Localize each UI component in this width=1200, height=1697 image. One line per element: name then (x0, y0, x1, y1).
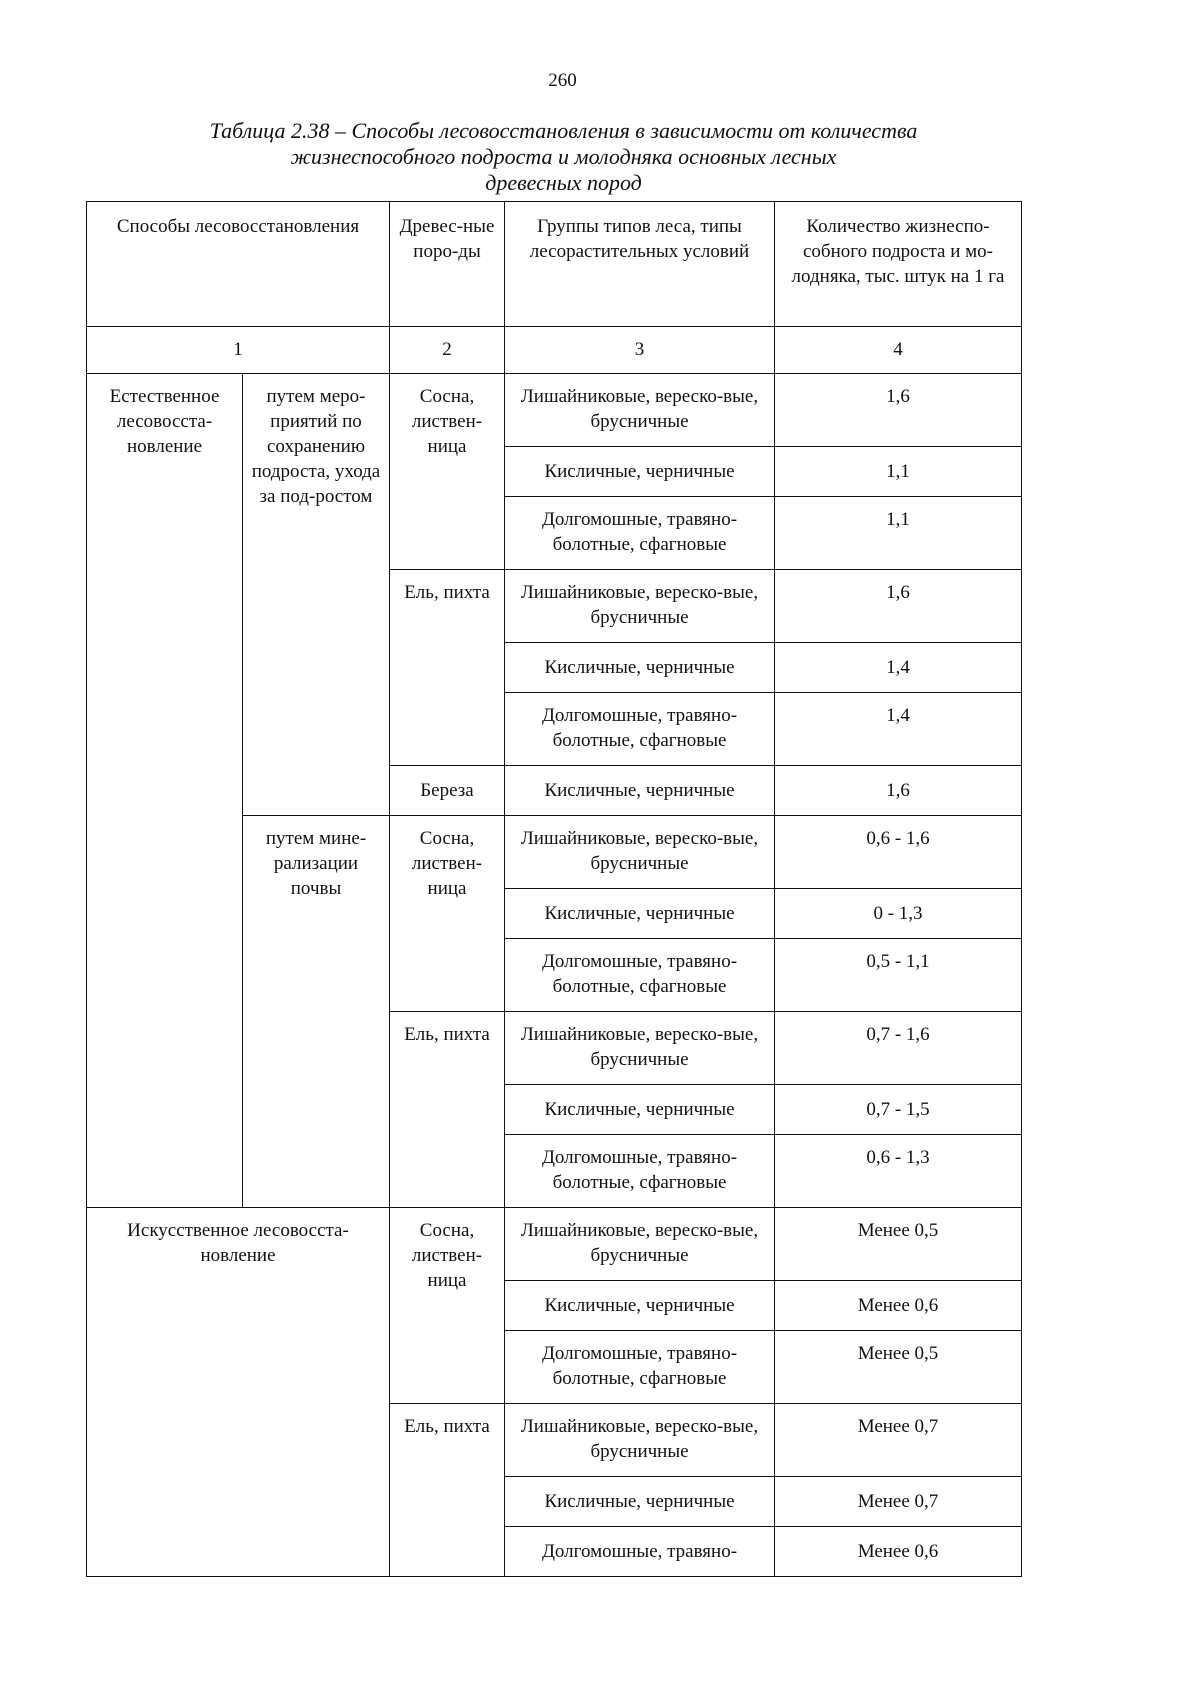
forest-type-cell: Кисличные, черничные (505, 1281, 775, 1331)
quantity-cell: 0,6 - 1,3 (775, 1135, 1022, 1208)
quantity-cell: 1,1 (775, 447, 1022, 497)
method-natural: Естественное лесовосста-новление (87, 374, 243, 1208)
caption-line-2: жизнеспособного подроста и молодняка основных лесных (290, 144, 837, 169)
forest-type-cell: Долгомошные, травяно-болотные, сфагновые (505, 497, 775, 570)
forest-type-cell: Кисличные, черничные (505, 643, 775, 693)
forest-type-cell: Лишайниковые, вереско-вые, брусничные (505, 1208, 775, 1281)
quantity-cell: 1,4 (775, 643, 1022, 693)
forest-type-cell: Долгомошные, травяно-болотные, сфагновые (505, 693, 775, 766)
table-row (87, 1208, 1022, 1281)
quantity-cell: 0,7 - 1,5 (775, 1085, 1022, 1135)
column-number: 3 (505, 327, 775, 374)
forest-type-cell: Лишайниковые, вереско-вые, брусничные (505, 570, 775, 643)
forest-type-cell: Долгомошные, травяно- (505, 1527, 775, 1577)
forest-type-cell: Кисличные, черничные (505, 1477, 775, 1527)
species-cell: Сосна, листвен-ница (390, 1208, 505, 1404)
forest-type-cell: Кисличные, черничные (505, 1085, 775, 1135)
quantity-cell: 1,6 (775, 374, 1022, 447)
submethod-preservation: путем меро-приятий по сохранению подроста, ухода за под-ростом (243, 374, 390, 816)
quantity-cell: Менее 0,6 (775, 1281, 1022, 1331)
page-number: 260 (548, 70, 577, 91)
column-number-row (87, 327, 1022, 374)
quantity-cell: Менее 0,7 (775, 1404, 1022, 1477)
forest-type-cell: Лишайниковые, вереско-вые, брусничные (505, 374, 775, 447)
table-caption (86, 118, 1041, 196)
forest-type-cell: Лишайниковые, вереско-вые, брусничные (505, 816, 775, 889)
header-forest-types: Группы типов леса, типы лесорастительных условий (505, 202, 775, 327)
quantity-cell: 1,6 (775, 570, 1022, 643)
forest-type-cell: Долгомошные, травяно-болотные, сфагновые (505, 939, 775, 1012)
quantity-cell: Менее 0,5 (775, 1331, 1022, 1404)
species-cell: Ель, пихта (390, 570, 505, 766)
quantity-cell: 1,1 (775, 497, 1022, 570)
header-quantity: Количество жизнеспо-собного подроста и мо-лодняка, тыс. штук на 1 га (775, 202, 1022, 327)
table-header-row (87, 202, 1022, 327)
quantity-cell: 0,7 - 1,6 (775, 1012, 1022, 1085)
quantity-cell: Менее 0,5 (775, 1208, 1022, 1281)
quantity-cell: 1,4 (775, 693, 1022, 766)
method-artificial: Искусственное лесовосста-новление (87, 1208, 390, 1577)
caption-line-1: Таблица 2.38 – Способы лесовосстановления в зависимости от количества (209, 118, 918, 143)
submethod-mineralization: путем мине-рализации почвы (243, 816, 390, 1208)
caption-line-3: древесных пород (485, 170, 642, 195)
column-number: 1 (87, 327, 390, 374)
table-row (87, 374, 1022, 447)
species-cell: Ель, пихта (390, 1012, 505, 1208)
quantity-cell: 0,6 - 1,6 (775, 816, 1022, 889)
species-cell: Сосна, листвен-ница (390, 816, 505, 1012)
forest-type-cell: Кисличные, черничные (505, 889, 775, 939)
column-number: 2 (390, 327, 505, 374)
quantity-cell: 1,6 (775, 766, 1022, 816)
header-methods: Способы лесовосстановления (87, 202, 390, 327)
quantity-cell: Менее 0,7 (775, 1477, 1022, 1527)
column-number: 4 (775, 327, 1022, 374)
quantity-cell: Менее 0,6 (775, 1527, 1022, 1577)
forest-type-cell: Кисличные, черничные (505, 447, 775, 497)
header-species: Древес-ные поро-ды (390, 202, 505, 327)
forest-type-cell: Долгомошные, травяно-болотные, сфагновые (505, 1135, 775, 1208)
quantity-cell: 0,5 - 1,1 (775, 939, 1022, 1012)
reforestation-table (86, 201, 1022, 1577)
forest-type-cell: Кисличные, черничные (505, 766, 775, 816)
species-cell: Береза (390, 766, 505, 816)
forest-type-cell: Лишайниковые, вереско-вые, брусничные (505, 1404, 775, 1477)
forest-type-cell: Лишайниковые, вереско-вые, брусничные (505, 1012, 775, 1085)
species-cell: Сосна, листвен-ница (390, 374, 505, 570)
forest-type-cell: Долгомошные, травяно-болотные, сфагновые (505, 1331, 775, 1404)
species-cell: Ель, пихта (390, 1404, 505, 1577)
quantity-cell: 0 - 1,3 (775, 889, 1022, 939)
